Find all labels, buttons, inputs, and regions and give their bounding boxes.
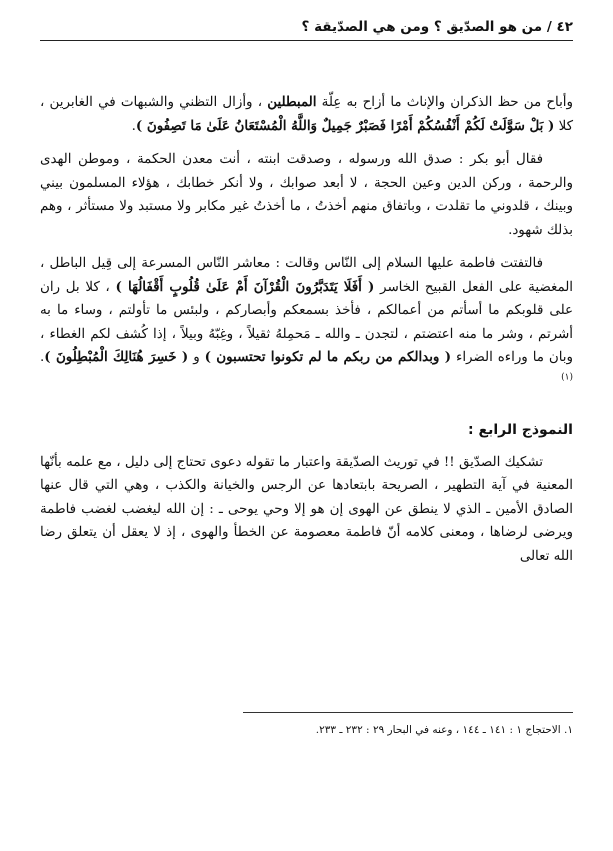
paragraph-1 <box>40 91 573 138</box>
paragraph-2: فقال أبو بكر : صدق الله ورسوله ، وصدقت ابنته ، أنت معدن الحكمة ، وموطن الهدى والرحمة ، وركن الدين وعين الحجة ، لا أبعد صوابك ، ولا أنكر خطابك ، هؤلاء المسلمون بيني وبينك ، قلدوني ما تقلدت ، وباتفاق منهم أخذتُ ، ما أخذتُ غير مكابر ولا مستبد ولا مستأثر ، وهم بذلك شهود. <box>40 152 573 238</box>
footnote-reference[interactable]: (١) <box>561 372 573 383</box>
conjunction: و <box>188 350 205 365</box>
paragraph-3-end: . <box>40 350 45 365</box>
paragraph-3-text-b: ، كلا بل ران على قلوبكم ما أسأتم من أعمالكم ، فأخذ بسمعكم وأبصاركم ، ولبئس ما تأولتم ، وساء ما به أشرتم ، وشر ما منه اعتضتم ، لتجدن ـ والله ـ مَحمِلهُ ثقيلاً ، وغِبّهُ وبيلاً ، إذا كُشف لكم الغطاء ، وبان ما وراءه الضراء <box>40 279 573 365</box>
paragraph-3-text-a: فالتفتت فاطمة عليها السلام إلى النّاس وقالت : معاشر النّاس المسرعة إلى قِيل الباطل ، المغضية على الفعل القبيح الخاسر <box>40 256 573 295</box>
body-text <box>40 91 573 568</box>
paragraph-1-text-b: ، وأزال التظني والشبهات في الغابرين ، كلا <box>40 95 573 134</box>
quran-quote-2: ( أَفَلَا يَتَدَبَّرُونَ الْقُرْآنَ أَمْ عَلَىٰ قُلُوبٍ أَقْفَالُهَا ) <box>115 278 375 295</box>
page-number: ٤٢ <box>556 19 573 35</box>
header-separator: / <box>546 19 552 35</box>
paragraph-1-text-a: وأباح من حظ الذكران والإناث ما أزاح به عِلّة <box>316 95 573 110</box>
paragraph-1-end: . <box>131 118 136 134</box>
running-title: من هو الصدّيق ؟ ومن هي الصدّيقة ؟ <box>301 19 543 35</box>
quran-quote-1: ( بَلْ سَوَّلَتْ لَكُمْ أَنْفُسُكُمْ أَمْرًا فَصَبْرٌ جَمِيلٌ وَاللَّهُ الْمُسْتَعَانُ عَلَىٰ مَا تَصِفُونَ ) <box>135 117 555 134</box>
emphasized-word: المبطلين <box>267 94 317 110</box>
section-heading: النموذج الرابع : <box>468 422 573 438</box>
quran-quote-3: ( وبدالكم من ربكم ما لم تكونوا تحتسبون ) <box>204 349 452 365</box>
running-header <box>40 14 573 41</box>
paragraph-4: تشكيك الصدّيق !! في توريث الصدّيقة واعتبار ما تقوله دعوى تحتاج إلى دليل ، مع علمه بأنّها المعنية في آية التطهير ، الصريحة بابتعادها عن الرجس والخيانة والكذب ، وهي التي قال عنها الصادق الأمين ـ الذي لا ينطق عن الهوى إن هو إلا وحي يوحى ـ : إن الله ليغضب لغضب فاطمة ويرضى لرضاها ، ومعنى كلامه أنّ فاطمة معصومة عن الخطأ والهوى ، إذ لا يعقل أن يتعلق رضا الله تعالى <box>40 454 573 564</box>
paragraph-3 <box>40 252 573 393</box>
footnote: ١. الاحتجاج ١ : ١٤١ ـ ١٤٤ ، وعنه في البحار ٢٩ : ٢٣٢ ـ ٢٣٣. <box>315 724 573 736</box>
footnote-divider <box>243 712 573 713</box>
quran-quote-4: ( خَسِرَ هُنَالِكَ الْمُبْطِلُونَ ) <box>44 349 189 365</box>
